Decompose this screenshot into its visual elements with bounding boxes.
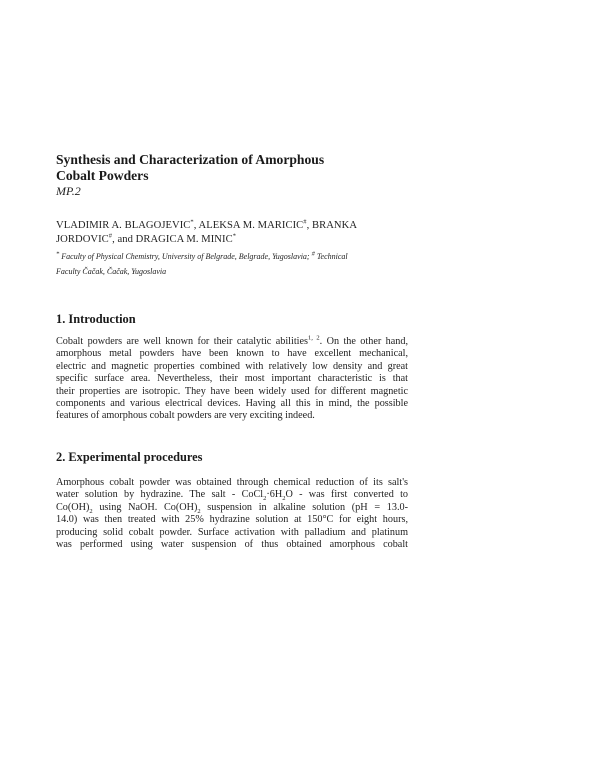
author-mark: * <box>232 232 237 240</box>
author-name: JORDOVIC <box>56 234 109 246</box>
paragraph-line: electric and magnetic properties combined with relatively low density and great <box>56 360 408 372</box>
author-separator: , and <box>112 234 136 246</box>
author-mark: * <box>190 218 194 226</box>
author-separator: , BRANKA <box>306 220 358 231</box>
paragraph-line: $Co(OH)_2$ using NaOH. $Co(OH)_2$ suspension in alkaline solution (pH = 13.0- <box>56 501 408 515</box>
author-name: VLADIMIR A. BLAGOJEVIC <box>56 220 191 231</box>
affiliation-line-2: Faculty Čačak, Čačak, Yugoslavia <box>56 267 167 276</box>
experimental-paragraph <box>56 477 408 551</box>
paragraph-line: water solution by hydrazine. The salt - $CoCl_2\cdot 6H_2O$ - was first converted to <box>56 489 409 503</box>
author-mark: # <box>303 218 307 226</box>
authors-line-2 <box>56 233 408 247</box>
paragraph-line: features of amorphous cobalt powders are very exciting indeed. <box>56 410 315 422</box>
affiliations <box>56 249 408 279</box>
introduction-paragraph <box>56 336 408 423</box>
paragraph-line: amorphous metal powders have been known to have excellent mechanical, <box>56 348 408 360</box>
paragraph-line: Amorphous cobalt powder was obtained through chemical reduction of its salt's <box>56 477 408 488</box>
citation-superscript: 1, 2 <box>308 334 320 342</box>
paragraph-line: was performed using water suspension of thus obtained amorphous cobalt <box>56 539 408 551</box>
paragraph-line: producing solid cobalt powder. Surface activation with palladium and platinum <box>56 526 408 538</box>
title-line-2: Cobalt Powders <box>56 168 149 183</box>
section-heading-introduction: 1. Introduction <box>56 312 136 326</box>
title-line-1: Synthesis and Characterization of Amorphous <box>56 152 325 167</box>
paragraph-line: specific surface area. Nevertheless, their most important characteristic is that <box>56 373 408 385</box>
author-mark: # <box>108 232 113 240</box>
paragraph-line: components and various electrical devices. Having all this in mind, the possible <box>56 398 408 410</box>
paragraph-line: their properties are isotropic. They have been widely used for different magnetic <box>56 385 408 397</box>
affiliation-mark: # <box>311 250 315 258</box>
paragraph-line: 14.0) was then treated with 25% hydrazine solution at 150°C for eight hours, <box>56 514 408 526</box>
author-list <box>56 219 408 247</box>
author-separator: , <box>193 220 199 231</box>
author-name: DRAGICA M. MINIC <box>135 234 233 246</box>
paper-code: MP.2 <box>56 184 81 198</box>
affiliation-text: Technical <box>314 252 348 261</box>
affiliation-text: Faculty of Physical Chemistry, University of Belgrade, Belgrade, Yugoslavia; <box>59 252 312 261</box>
affiliation-mark: * <box>56 250 60 258</box>
author-name: ALEKSA M. MARICIC <box>198 220 304 231</box>
paragraph-line: Cobalt powders are well known for their catalytic abilities$^{1, 2}$. On the other hand, <box>56 334 408 347</box>
section-heading-experimental: 2. Experimental procedures <box>56 450 203 464</box>
authors-line-1 <box>56 219 408 233</box>
paper-title <box>56 152 408 184</box>
affiliation-line-1 <box>56 249 408 264</box>
